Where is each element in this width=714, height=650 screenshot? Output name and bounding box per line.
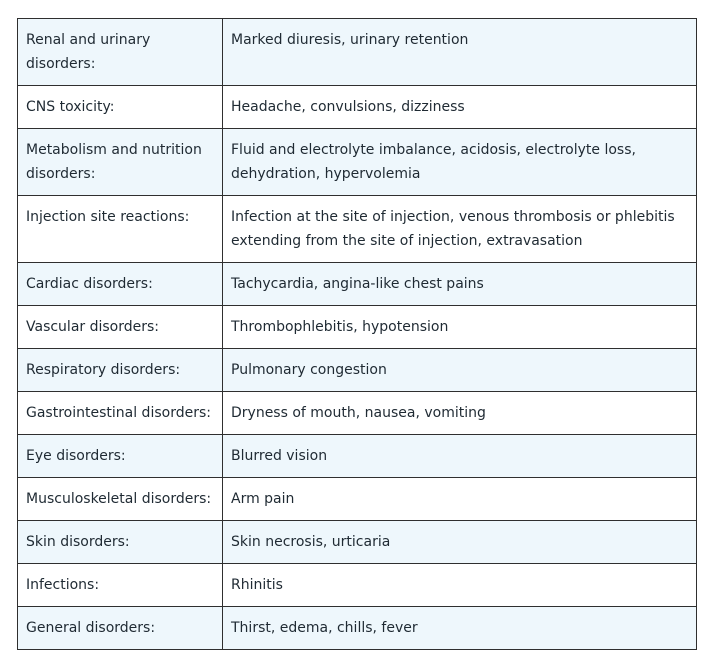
effects-cell: Marked diuresis, urinary retention — [223, 19, 697, 86]
category-cell: CNS toxicity: — [18, 86, 223, 129]
table-row — [18, 392, 697, 435]
effects-cell: Fluid and electrolyte imbalance, acidosis, electrolyte loss, dehydration, hypervolemia — [223, 129, 697, 196]
category-cell: Eye disorders: — [18, 435, 223, 478]
effects-cell: Skin necrosis, urticaria — [223, 521, 697, 564]
category-cell: Musculoskeletal disorders: — [18, 478, 223, 521]
effects-cell: Blurred vision — [223, 435, 697, 478]
table-row — [18, 306, 697, 349]
adverse-reactions-table — [17, 18, 697, 650]
effects-cell: Infection at the site of injection, venous thrombosis or phlebitis extending from the site of injection, extravasation — [223, 196, 697, 263]
table-row — [18, 435, 697, 478]
effects-cell: Thrombophlebitis, hypotension — [223, 306, 697, 349]
category-cell: Renal and urinary disorders: — [18, 19, 223, 86]
table-row — [18, 564, 697, 607]
category-cell: Infections: — [18, 564, 223, 607]
category-cell: Skin disorders: — [18, 521, 223, 564]
table-row — [18, 86, 697, 129]
effects-cell: Tachycardia, angina-like chest pains — [223, 263, 697, 306]
category-cell: General disorders: — [18, 607, 223, 650]
effects-cell: Dryness of mouth, nausea, vomiting — [223, 392, 697, 435]
effects-cell: Headache, convulsions, dizziness — [223, 86, 697, 129]
effects-cell: Thirst, edema, chills, fever — [223, 607, 697, 650]
table-row — [18, 521, 697, 564]
table-body — [18, 19, 697, 650]
category-cell: Vascular disorders: — [18, 306, 223, 349]
category-cell: Metabolism and nutrition disorders: — [18, 129, 223, 196]
table-row — [18, 263, 697, 306]
table-row — [18, 607, 697, 650]
table-row — [18, 129, 697, 196]
category-cell: Injection site reactions: — [18, 196, 223, 263]
category-cell: Cardiac disorders: — [18, 263, 223, 306]
table-row — [18, 196, 697, 263]
category-cell: Respiratory disorders: — [18, 349, 223, 392]
effects-cell: Rhinitis — [223, 564, 697, 607]
category-cell: Gastrointestinal disorders: — [18, 392, 223, 435]
table-row — [18, 19, 697, 86]
table-row — [18, 349, 697, 392]
table-row — [18, 478, 697, 521]
effects-cell: Arm pain — [223, 478, 697, 521]
effects-cell: Pulmonary congestion — [223, 349, 697, 392]
